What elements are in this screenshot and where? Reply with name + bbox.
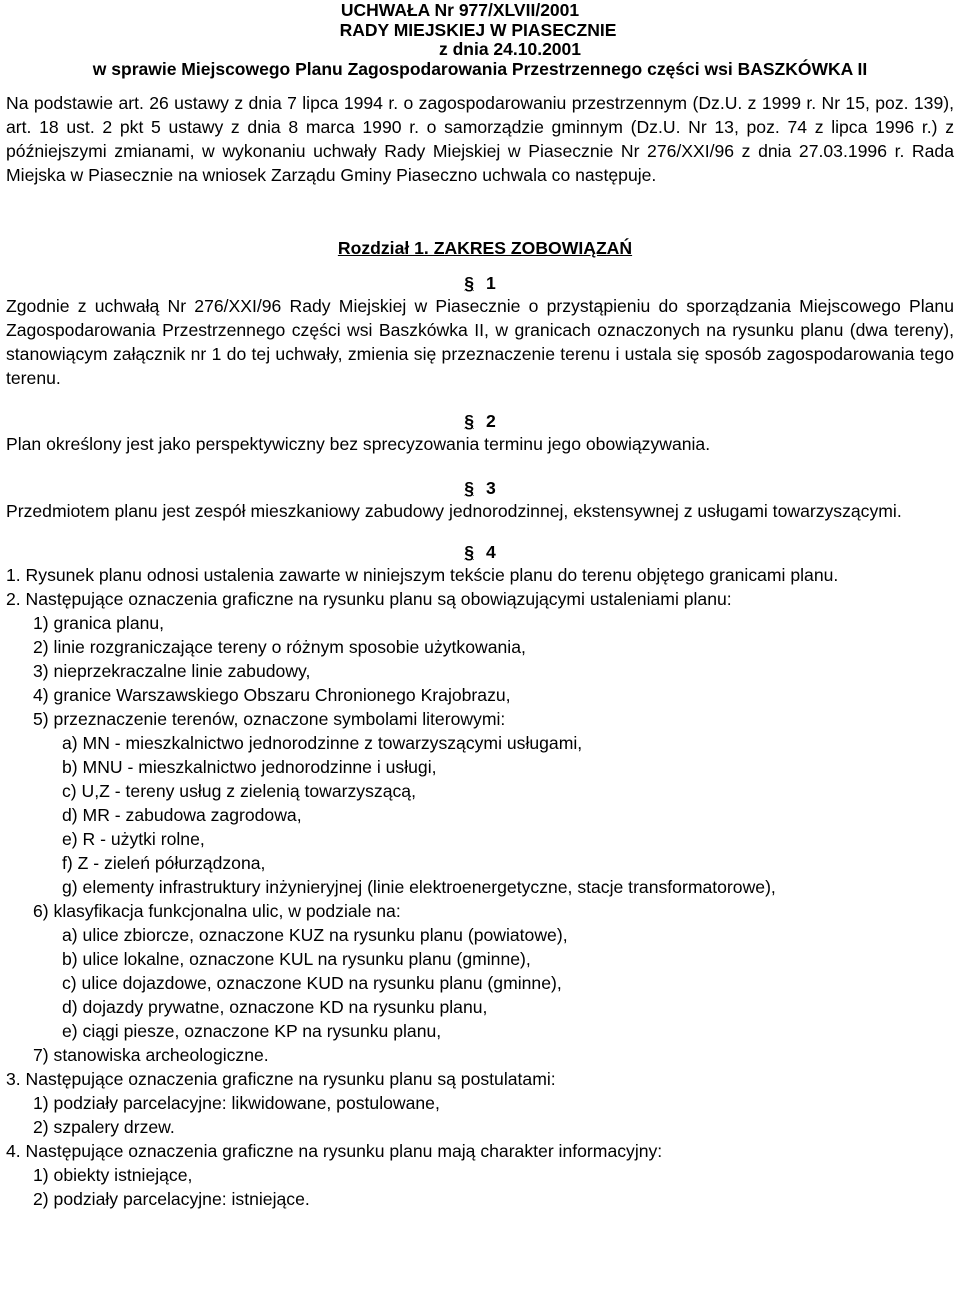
list-item: 2) podziały parcelacyjne: istniejące. <box>33 1189 310 1209</box>
list-item: 3. Następujące oznaczenia graficzne na rysunku planu są postulatami: <box>6 1069 556 1089</box>
paragraph-sign: § <box>464 478 474 498</box>
list-item: b) MNU - mieszkalnictwo jednorodzinne i usługi, <box>62 757 437 777</box>
section-number: 1 <box>486 273 496 293</box>
resolution-subject: w sprawie Miejscowego Planu Zagospodarowania Przestrzennego części wsi BASZKÓWKA II <box>92 58 868 79</box>
section-number: 4 <box>486 542 496 562</box>
list-item: 1) podziały parcelacyjne: likwidowane, postulowane, <box>33 1093 440 1113</box>
resolution-date: z dnia 24.10.2001 <box>438 39 582 59</box>
list-item: e) R - użytki rolne, <box>62 829 205 849</box>
list-item: g) elementy infrastruktury inżynieryjnej (linie elektroenergetyczne, stacje transformatorowe), <box>62 877 776 897</box>
list-item: a) ulice zbiorcze, oznaczone KUZ na rysunku planu (powiatowe), <box>62 925 568 945</box>
list-item: 2) szpalery drzew. <box>33 1117 175 1137</box>
list-item: c) ulice dojazdowe, oznaczone KUD na rysunku planu (gminne), <box>62 973 562 993</box>
list-item: 7) stanowiska archeologiczne. <box>33 1045 269 1065</box>
paragraph-sign: § <box>464 411 474 431</box>
section-3-text: Przedmiotem planu jest zespół mieszkaniowy zabudowy jednorodzinnej, ekstensywnej z usługami towarzyszącymi. <box>6 501 902 521</box>
section-number: 2 <box>486 411 496 431</box>
list-item: 1. Rysunek planu odnosi ustalenia zawarte w niniejszym tekście planu do terenu objętego granicami planu. <box>6 565 839 585</box>
list-item: e) ciągi piesze, oznaczone KP na rysunku planu, <box>62 1021 442 1041</box>
resolution-number: UCHWAŁA Nr 977/XLVII/2001 <box>340 0 580 20</box>
list-item: d) dojazdy prywatne, oznaczone KD na rysunku planu, <box>62 997 488 1017</box>
list-item: 2. Następujące oznaczenia graficzne na rysunku planu są obowiązującymi ustaleniami planu: <box>6 589 732 609</box>
section-heading-3 <box>6 477 954 499</box>
legal-basis-paragraph: Na podstawie art. 26 ustawy z dnia 7 lipca 1994 r. o zagospodarowaniu przestrzennym (Dz.U. z 1999 r. Nr 15, poz. 139), art. 18 ust. 2 pkt 5 ustawy z dnia 8 marca 1990 r. o samorządzie gminnym (Dz.U. Nr 13, poz. 74 z lipca 1996 r.) z późniejszymi zmianami, w wykonaniu uchwały Rady Miejskiej w Piasecznie Nr 276/XXI/96 z dnia 27.03.1996 r. Rada Miejska w Piasecznie na wniosek Zarządu Gminy Piaseczno uchwala co następuje. <box>6 93 954 185</box>
section-heading-1 <box>6 272 954 294</box>
section-1-text: Zgodnie z uchwałą Nr 276/XXI/96 Rady Miejskiej w Piasecznie o przystąpieniu do sporządzania Miejscowego Planu Zagospodarowania Przestrzennego części wsi Baszkówka II, w granicach oznaczonych na rysunku planu (dwa tereny), stanowiącym załącznik nr 1 do tej uchwały, zmienia się przeznaczenie terenu i ustala się sposób zagospodarowania tego terenu. <box>6 296 954 388</box>
section-heading-4 <box>6 541 954 563</box>
list-item: 4. Następujące oznaczenia graficzne na rysunku planu mają charakter informacyjny: <box>6 1141 663 1161</box>
list-item: c) U,Z - tereny usług z zielenią towarzyszącą, <box>62 781 416 801</box>
list-item: a) MN - mieszkalnictwo jednorodzinne z towarzyszącymi usługami, <box>62 733 583 753</box>
paragraph-sign: § <box>464 273 474 293</box>
chapter-title: Rozdział 1. ZAKRES ZOBOWIĄZAŃ <box>337 238 633 258</box>
section-number: 3 <box>486 478 496 498</box>
list-item: 2) linie rozgraniczające tereny o różnym sposobie użytkowania, <box>33 637 526 657</box>
list-item: 4) granice Warszawskiego Obszaru Chronionego Krajobrazu, <box>33 685 511 705</box>
chapter-heading <box>16 236 954 260</box>
section-4-list <box>6 563 954 1211</box>
section-2-text: Plan określony jest jako perspektywiczny bez sprecyzowania terminu jego obowiązywania. <box>6 434 711 454</box>
paragraph-sign: § <box>464 542 474 562</box>
section-heading-2 <box>6 410 954 432</box>
list-item: 1) granica planu, <box>33 613 165 633</box>
list-item: d) MR - zabudowa zagrodowa, <box>62 805 302 825</box>
resolution-header <box>6 0 954 79</box>
council-name: RADY MIEJSKIEJ W PIASECZNIE <box>339 19 617 40</box>
list-item: f) Z - zieleń półurządzona, <box>62 853 266 873</box>
list-item: 6) klasyfikacja funkcjonalna ulic, w podziale na: <box>33 901 401 921</box>
list-item: b) ulice lokalne, oznaczone KUL na rysunku planu (gminne), <box>62 949 531 969</box>
list-item: 3) nieprzekraczalne linie zabudowy, <box>33 661 311 681</box>
list-item: 1) obiekty istniejące, <box>33 1165 193 1185</box>
list-item: 5) przeznaczenie terenów, oznaczone symbolami literowymi: <box>33 709 506 729</box>
